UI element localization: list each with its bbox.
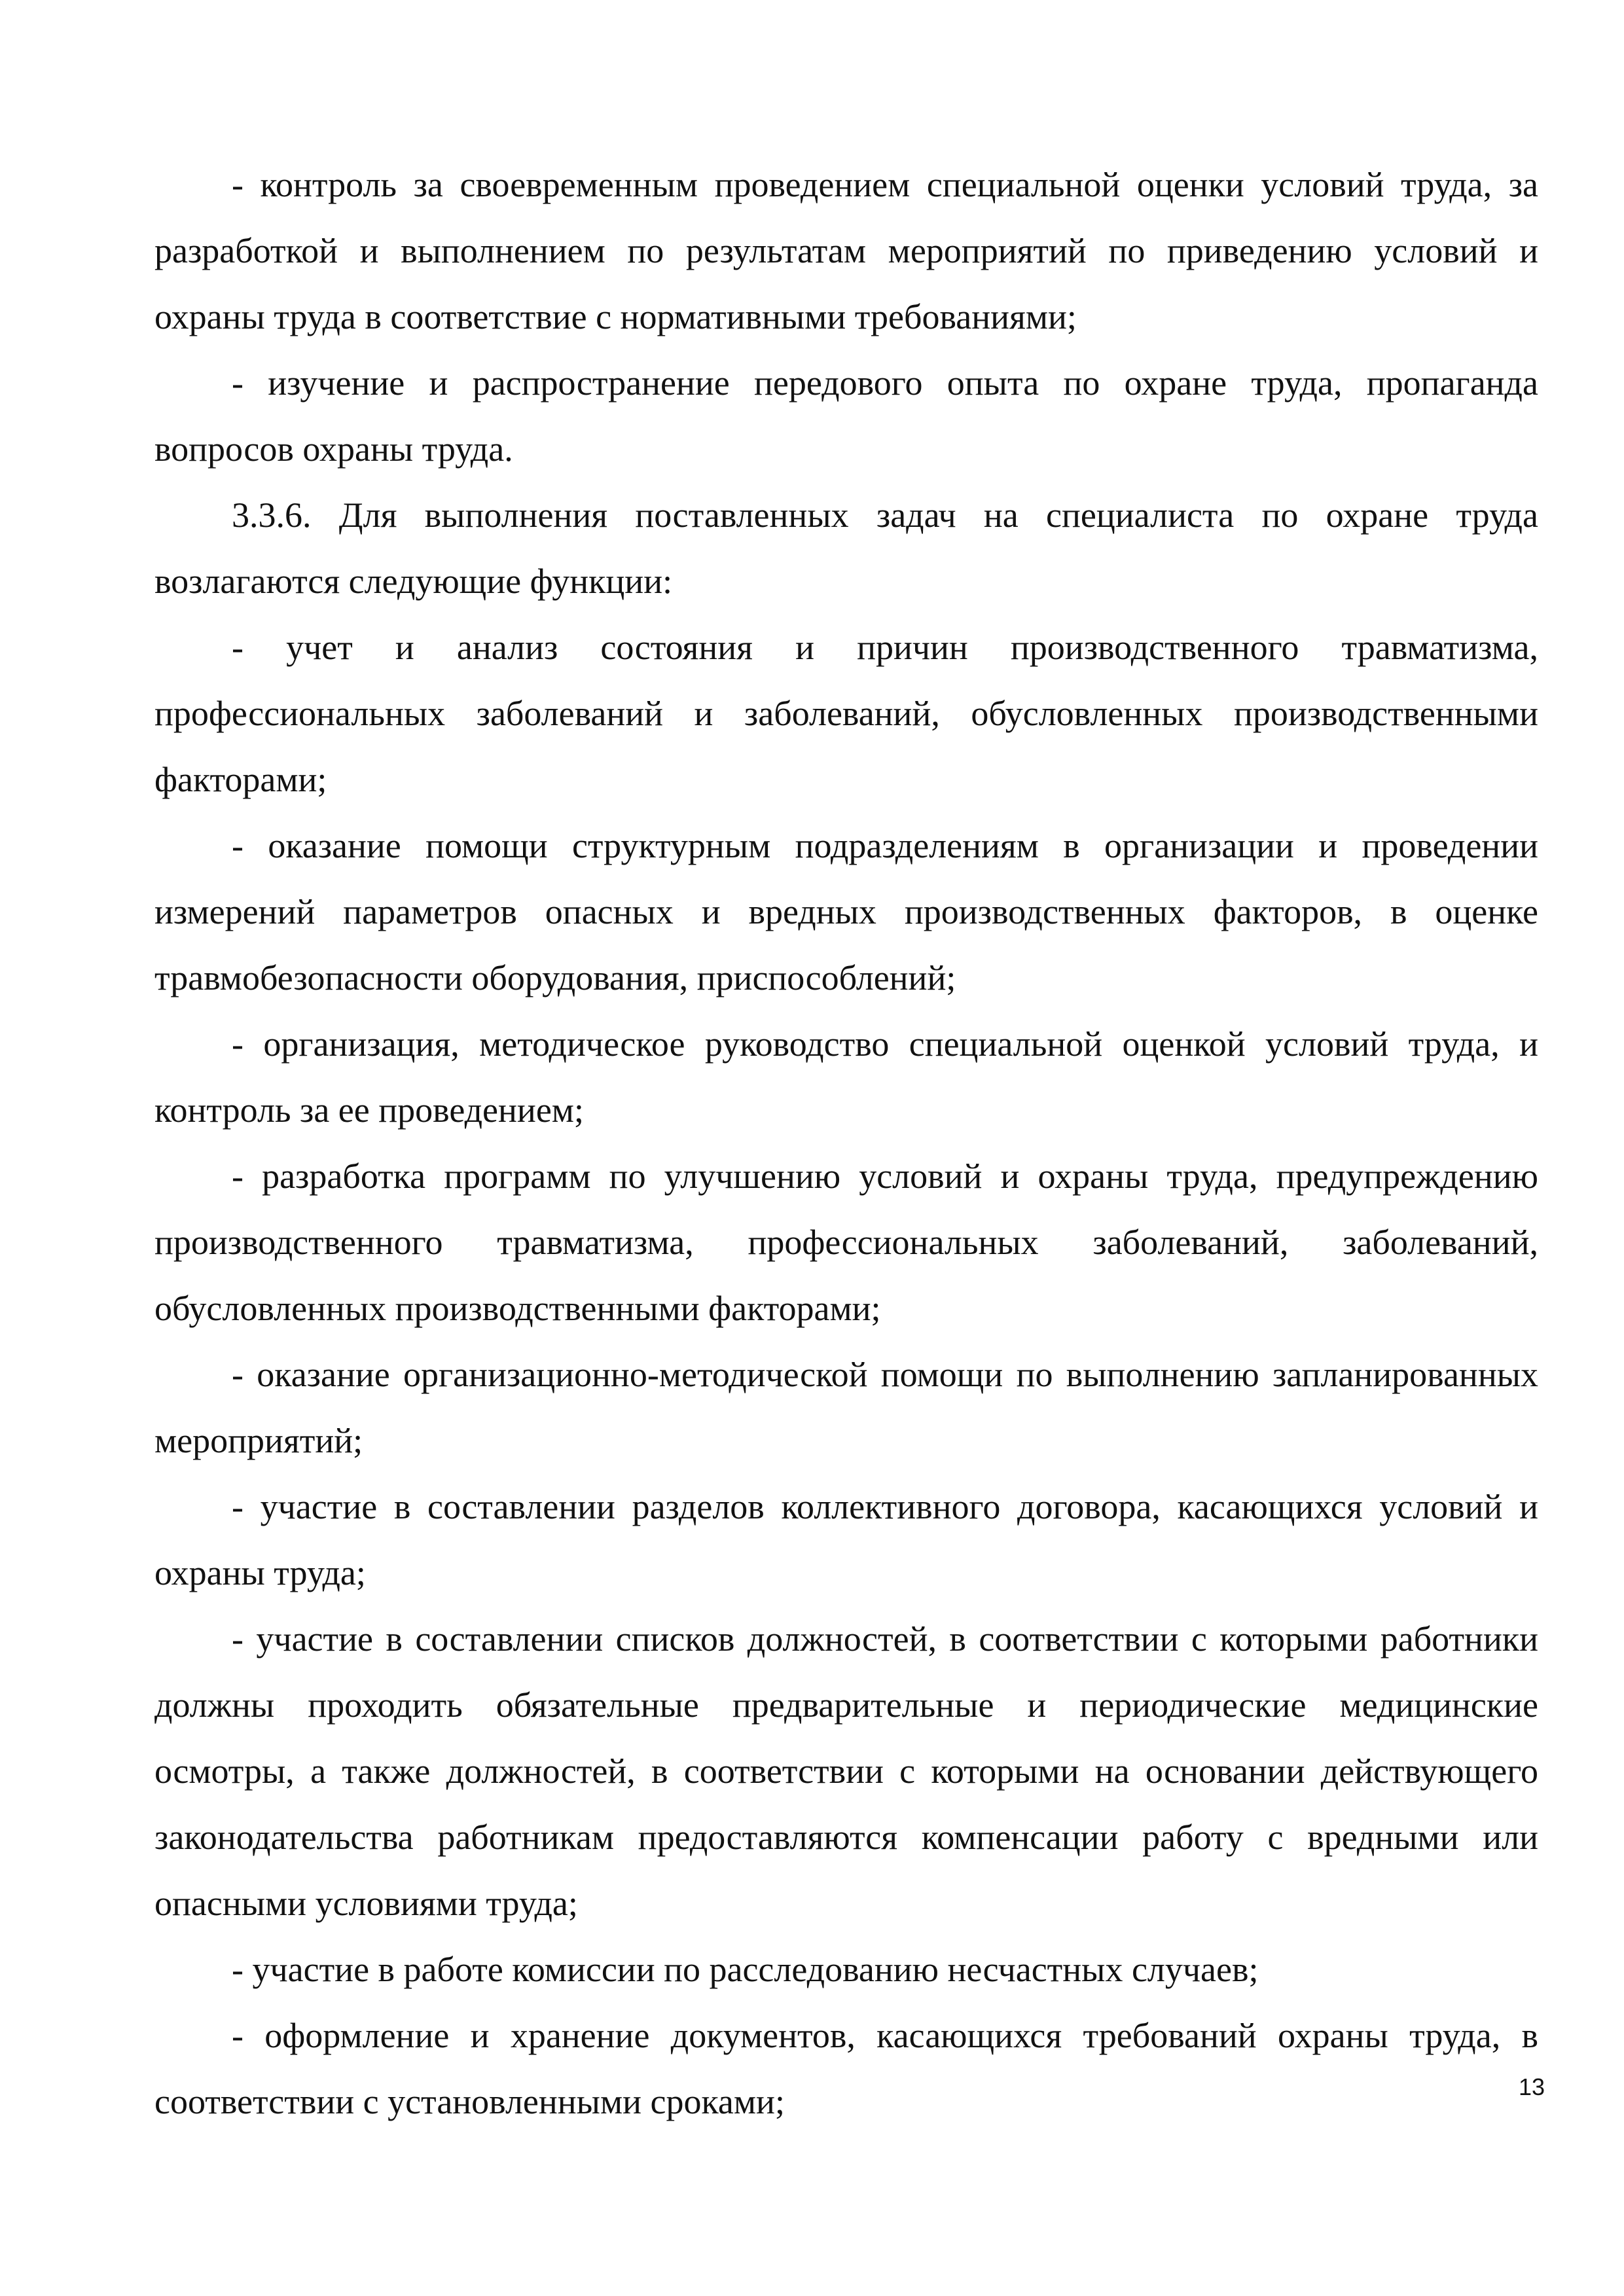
paragraph-1: - контроль за своевременным проведением специальной оценки условий труда, за разработкой и выполнением по результатам мероприятий по приведению условий и охраны труда в соответствие с нормативными требованиями;	[154, 165, 1538, 336]
page-body	[154, 152, 1538, 2135]
paragraph-7: - разработка программ по улучшению условий и охраны труда, предупреждению производственного травматизма, профессиональных заболеваний, заболеваний, обусловленных производственными факторами;	[154, 1157, 1538, 1328]
paragraph-4: - учет и анализ состояния и причин производственного травматизма, профессиональных заболеваний и заболеваний, обусловленных производственными факторами;	[154, 628, 1538, 799]
paragraph-10: - участие в составлении списков должностей, в соответствии с которыми работники должны проходить обязательные предварительные и периодические медицинские осмотры, а также должностей, в соответствии с которыми на основании действующего законодательства работникам предоставляются компенсации работу с вредными или опасными условиями труда;	[154, 1619, 1538, 1923]
paragraph-11: - участие в работе комиссии по расследованию несчастных случаев;	[232, 1950, 1259, 1989]
section-heading-3-3-6: 3.3.6. Для выполнения поставленных задач на специалиста по охране труда возлагаются следующие функции:	[154, 495, 1538, 601]
paragraph-12: - оформление и хранение документов, касающихся требований охраны труда, в соответствии с установленными сроками;	[154, 2016, 1538, 2121]
page-number: 13	[1518, 2073, 1545, 2100]
paragraph-9: - участие в составлении разделов коллективного договора, касающихся условий и охраны труда;	[154, 1487, 1538, 1592]
paragraph-6: - организация, методическое руководство специальной оценкой условий труда, и контроль за ее проведением;	[154, 1024, 1538, 1130]
paragraph-2: - изучение и распространение передового опыта по охране труда, пропаганда вопросов охраны труда.	[154, 363, 1538, 469]
paragraph-5: - оказание помощи структурным подразделениям в организации и проведении измерений параметров опасных и вредных производственных факторов, в оценке травмобезопасности оборудования, приспособлений;	[154, 826, 1538, 997]
paragraph-8: - оказание организационно-методической помощи по выполнению запланированных мероприятий;	[154, 1355, 1538, 1460]
